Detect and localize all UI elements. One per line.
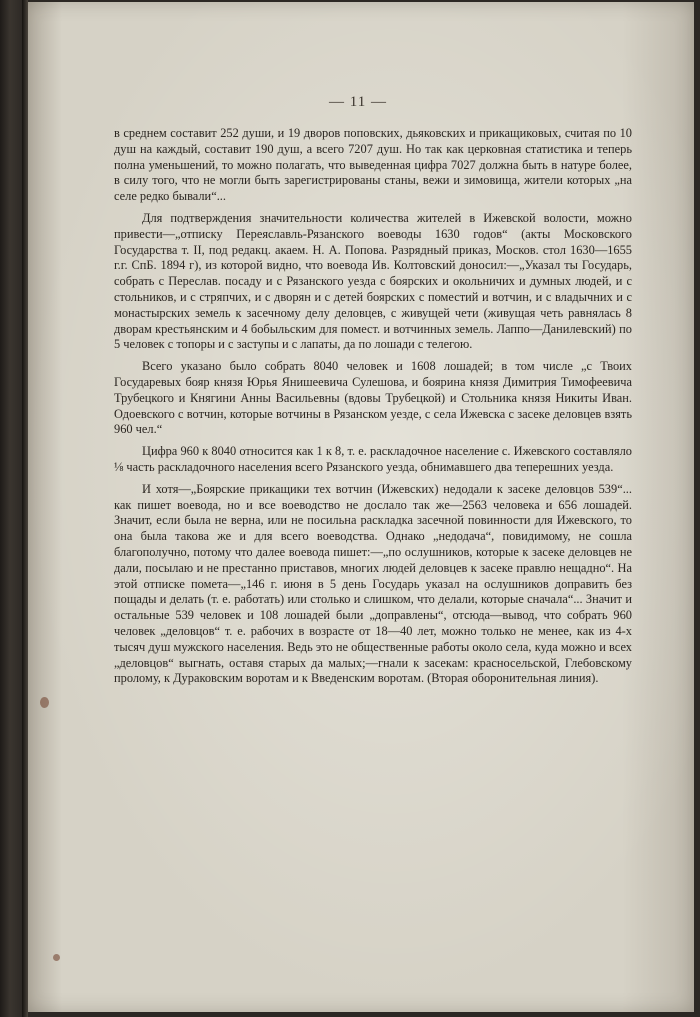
paragraph-5: И хотя—„Боярские прикащики тех вотчин (Ижевских) недодали к засеке деловцов 539“... как пишет воевода, но и все воеводство не дослало так же—2563 человека и 656 лошадей. Значит, если была не верна, или не посильна раскладка засечной повинности для Ижевского, то она была такова же и для всего воеводства. Однако „недодача“, повидимому, не сошла благополучно, потому что далее воевода пишет:—„по ослушников, которые к засеке деловцев не дали, посылаю и не престанно приставов, многих людей деловцев к засеке правлю нещадно“. На этой отписке помета—„146 г. июня в 5 день Государь указал на ослушников доправить без пощады и делать (т. е. работать) или столько и слишком, что делали, которые сначала“... Значит и остальные 539 человек и 108 лошадей были „доправлены“, отсюда—вывод, что собрать 960 человек „деловцов“ т. е. рабочих в возрасте от 18—40 лет, можно только не менее, как из 4-х тысяч душ мужского населения. Ведь это не общественные работы около села, куда можно и всех „деловцов“ выгнать, оставя старых да малых;—гнали к засекам: красносельской, Глебовскому пролому, к Дураковским воротам и к Введенским воротам. (Вторая оборонительная линия). <box>114 481 632 686</box>
paragraph-3: Всего указано было собрать 8040 человек и 1608 лошадей; в том числе „с Твоих Государевых бояр князя Юрья Янишеевича Сулешова, и боярина князя Димитрия Тимофеевича Трубецкого и Княгини Анны Васильевны (вдовы Трубецкой) и Стольника князя Никиты Иван. Одоевского с вотчин, которые вотчины в Рязанском уезде, с села Ижевска с засеке деловцев взять 960 чел.“ <box>114 359 632 437</box>
paragraph-1: в среднем составит 252 души, и 19 дворов поповских, дьяковских и прикащиковых, считая по 10 душ на каждый, составит 190 душ, а всего 7207 душ. Но так как церковная статистика и теперь полна уменьшений, то можно полагать, что выведенная цифра 7027 должна быть в натуре более, в силу того, что не могли быть зарегистрированы станы, вежи и зимовища, жители которых „на селе редко бывали“... <box>114 126 632 204</box>
ink-stain <box>53 954 60 961</box>
paragraph-4: Цифра 960 к 8040 относится как 1 к 8, т. е. раскладочное население с. Ижевского составляло ⅛ часть раскладочного населения всего Рязанского уезда, обнимавшего два теперешних уезда. <box>114 444 632 474</box>
ink-stain <box>40 697 49 708</box>
body-text <box>114 126 632 693</box>
page-number: — 11 — <box>329 94 387 110</box>
paper-sheet <box>22 2 694 1012</box>
paragraph-2: Для подтверждения значительности количества жителей в Ижевской волости, можно привести—„отписку Переяславль-Рязанского воеводы 1630 годов“ (акты Московского Государства т. II, под редакц. акаем. Н. А. Попова. Разрядный приказ, Москов. стол 1630—1655 г.г. СпБ. 1894 г), из которой видно, что воевода Ив. Колтовский доносил:—„Указал ты Государь, собрать с Переслав. посаду и с Рязанского уезда с боярских и окольничих и думных людей, и с стольников, и с стряпчих, и с дворян и с детей боярских с поместий и вотчин, и с владычних и с монастырских земель к засечному делу деловцев, с живущей чети (живущая четь равнялась 8 дворам крестьянским и 4 бобыльским для помест. и вотчинных земель. Лаппо—Данилевский) по 5 человек с топоры и с заступы и с лапаты, да по лошади с телегою. <box>114 210 632 352</box>
book-spine-edge <box>22 0 28 1017</box>
